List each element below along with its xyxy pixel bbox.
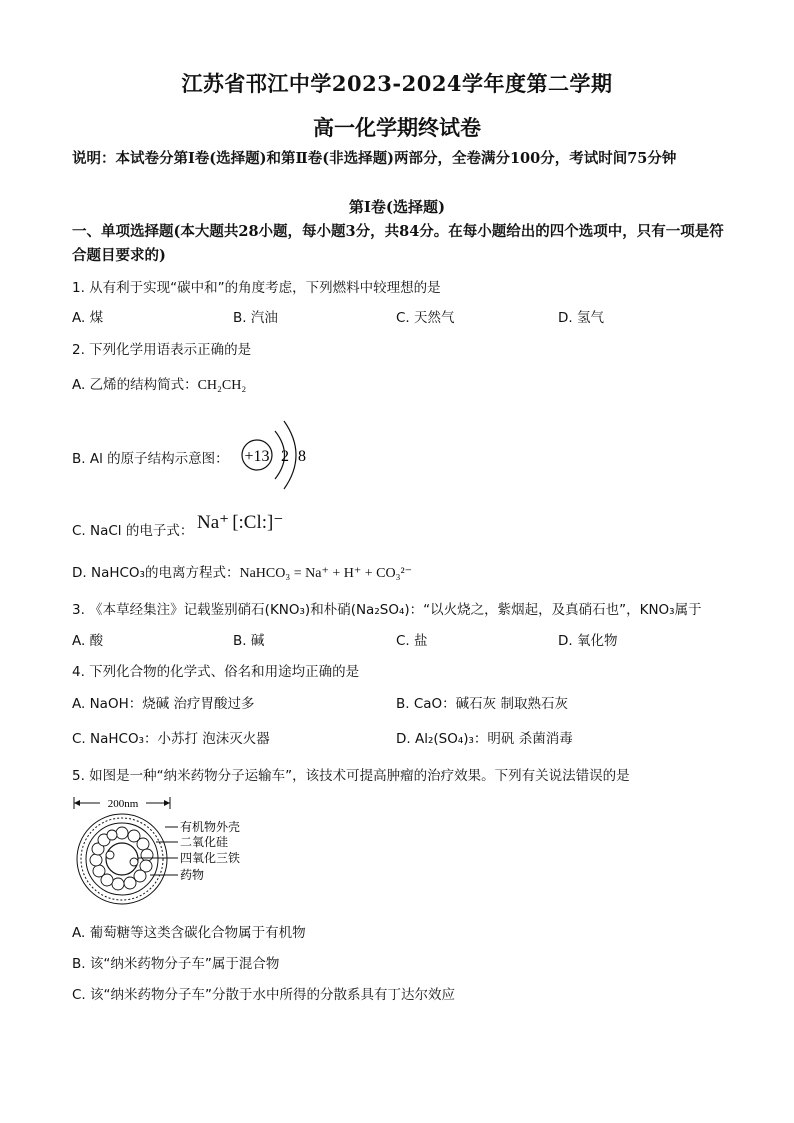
label-fe3o4: 四氧化三铁 bbox=[180, 851, 241, 865]
q5-option-a: A. 葡萄糖等这类含碳化合物属于有机物 bbox=[72, 925, 306, 941]
q2-option-c-label: C. NaCl 的电子式： bbox=[72, 523, 194, 539]
q2-option-d bbox=[72, 561, 412, 582]
q4-option-c: C. NaHCO₃：小苏打 泡沫灭火器 bbox=[72, 731, 270, 747]
label-silica: 二氧化硅 bbox=[180, 835, 229, 849]
q2-option-a bbox=[72, 373, 246, 394]
shell-2-electrons: 8 bbox=[298, 448, 306, 465]
q4-option-d: D. Al₂(SO₄)₃：明矾 杀菌消毒 bbox=[396, 731, 573, 747]
dimension-arrow-left bbox=[74, 800, 80, 806]
q5-option-b: B. 该“纳米药物分子车”属于混合物 bbox=[72, 956, 280, 972]
nacl-electron-formula bbox=[197, 511, 283, 534]
section-title: 第Ⅰ卷(选择题) bbox=[348, 198, 446, 216]
label-organic-shell: 有机物外壳 bbox=[180, 820, 241, 834]
q1-option-d: D. 氢气 bbox=[558, 310, 604, 326]
q3-option-c: C. 盐 bbox=[396, 633, 428, 649]
q5-option-c: C. 该“纳米药物分子车”分散于水中所得的分散系具有丁达尔效应 bbox=[72, 987, 455, 1003]
exam-title: 江苏省邗江中学2023-2024学年度第二学期 bbox=[181, 71, 613, 96]
q3-option-a: A. 酸 bbox=[72, 633, 104, 649]
q2-option-b-label: B. Al 的原子结构示意图： bbox=[72, 451, 229, 467]
carrier-sphere bbox=[77, 814, 167, 904]
q1-option-a: A. 煤 bbox=[72, 310, 104, 326]
dimension-arrow-right bbox=[164, 800, 170, 806]
label-drug: 药物 bbox=[180, 868, 205, 882]
nano-drug-carrier-figure bbox=[70, 795, 260, 905]
exam-note: 说明：本试卷分第Ⅰ卷(选择题)和第Ⅱ卷(非选择题)两部分，全卷满分100分，考试时间75分钟 bbox=[72, 150, 677, 167]
q1-option-c: C. 天然气 bbox=[396, 310, 455, 326]
al-atom-structure-diagram bbox=[232, 415, 322, 495]
nucleus-charge: +13 bbox=[244, 448, 270, 465]
q1-stem: 1. 从有利于实现“碳中和”的角度考虑，下列燃料中较理想的是 bbox=[72, 280, 441, 296]
q3-option-b: B. 碱 bbox=[233, 633, 265, 649]
q5-stem: 5. 如图是一种“纳米药物分子运输车”，该技术可提高肿瘤的治疗效果。下列有关说法错误的是 bbox=[72, 768, 630, 784]
q2-option-d-label: D. NaHCO₃的电离方程式： bbox=[72, 565, 240, 581]
part-description: 一、单项选择题(本大题共28小题，每小题3分，共84分。在每小题给出的四个选项中，只有一项是符合题目要求的) bbox=[72, 223, 724, 264]
exam-subtitle: 高一化学期终试卷 bbox=[313, 115, 481, 140]
q2-stem: 2. 下列化学用语表示正确的是 bbox=[72, 342, 252, 358]
q4-stem: 4. 下列化合物的化学式、俗名和用途均正确的是 bbox=[72, 664, 360, 680]
dimension-label: 200nm bbox=[107, 798, 139, 810]
chloride-anion: [:Cl:]⁻ bbox=[232, 512, 284, 533]
q4-option-a: A. NaOH：烧碱 治疗胃酸过多 bbox=[72, 696, 255, 712]
q3-option-d: D. 氧化物 bbox=[558, 633, 618, 649]
q3-stem: 3. 《本草经集注》记载鉴别硝石(KNO₃)和朴硝(Na₂SO₄)：“以火烧之，紫烟起，及真硝石也”，KNO₃属于 bbox=[72, 602, 702, 618]
shell-1-electrons: 2 bbox=[281, 448, 289, 465]
q4-option-b: B. CaO：碱石灰 制取熟石灰 bbox=[396, 696, 568, 712]
q2-option-a-formula: CH₂CH₂ bbox=[197, 378, 247, 393]
q2-option-d-formula: NaHCO₃ = Na⁺ + H⁺ + CO₃²⁻ bbox=[239, 566, 413, 581]
sodium-cation: Na⁺ bbox=[197, 512, 230, 533]
q2-option-a-label: A. 乙烯的结构简式： bbox=[72, 377, 198, 393]
q1-option-b: B. 汽油 bbox=[233, 310, 278, 326]
